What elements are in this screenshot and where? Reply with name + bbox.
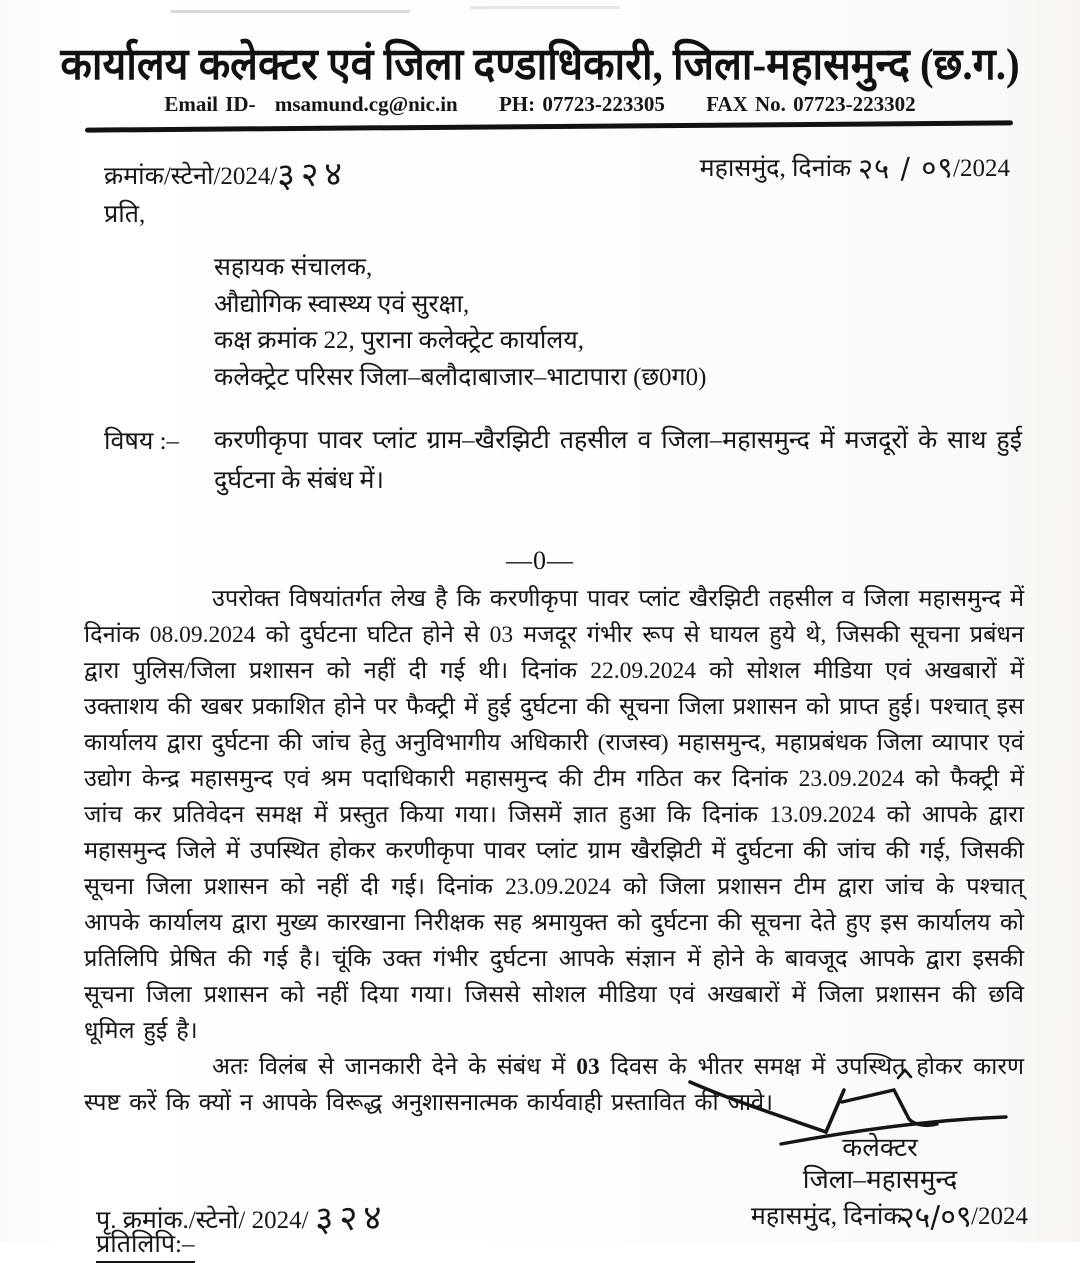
salutation: प्रति, [104, 201, 146, 228]
signatory-designation: कलेक्टर [842, 1133, 918, 1162]
recipient-line: कलेक्ट्रेट परिसर जिला–बलौदाबाजार–भाटापारा (छ0ग0) [214, 363, 707, 391]
copy-to-label: प्रतिलिपि:– [96, 1226, 195, 1263]
recipient-line: कक्ष क्रमांक 22, पुराना कलेक्ट्रेट कार्यालय, [214, 327, 585, 354]
header-divider [85, 120, 1013, 132]
letter-body [84, 581, 1024, 1121]
endorsement-date-handwritten: २५/०९ [898, 1199, 972, 1236]
date-place-printed: महासमुंद, दिनांक [699, 155, 858, 182]
reference-number-printed: क्रमांक/स्टेनो/2024/ [104, 163, 278, 190]
body-paragraph-1: उपरोक्त विषयांतर्गत लेख है कि करणीकृपा पावर प्लांट खैरझिटी तहसील व जिला महासमुन्द में दिनांक 08.09.2024 को दुर्घटना घटित होने से 03 मजदूर गंभीर रूप से घायल हुये थे, जिसकी सूचना प्रबंधन द्वारा पुलिस/जिला प्रशासन को नहीं दी गई थी। दिनांक 22.09.2024 को सोशल मीडिया एवं अखबारों में उक्ताशय की खबर प्रकाशित होने पर फैक्ट्री में हुई दुर्घटना की सूचना जिला प्रशासन को प्राप्त हुई। पश्चात् इस कार्यालय द्वारा दुर्घटना की जांच हेतु अनुविभागीय अधिकारी (राजस्व) महासमुन्द, महाप्रबंधक जिला व्यापार एवं उद्योग केन्द्र महासमुन्द एवं श्रम पदाधिकारी महासमुन्द की टीम गठित कर दिनांक 23.09.2024 को फैक्ट्री में जांच कर प्रतिवेदन समक्ष में प्रस्तुत किया गया। जिसमें ज्ञात हुआ कि दिनांक 13.09.2024 को आपके द्वारा महासमुन्द जिले में उपस्थित होकर करणीकृपा पावर प्लांट ग्राम खैरझिटी में दुर्घटना की जांच की गई, जिसकी सूचना जिला प्रशासन को नहीं दी गई। दिनांक 23.09.2024 को जिला प्रशासन टीम द्वारा जांच के पश्चात् आपके कार्यालय द्वारा मुख्य कारखाना निरीक्षक सह श्रमायुक्त को दुर्घटना की सूचना देते हुए इस कार्यालय को प्रतिलिपि प्रेषित की गई है। चूंकि उक्त गंभीर दुर्घटना आपके संज्ञान में होने के बावजूद आपके द्वारा इसकी सूचना जिला प्रशासन को नहीं दिया गया। जिससे सोशल मीडिया एवं अखबारों में जिला प्रशासन की छवि धूमिल हुई है। [84, 586, 1024, 1044]
section-separator: —0— [506, 546, 574, 575]
endorsement-number-handwritten: ३२४ [314, 1198, 389, 1240]
fax-label: FAX No. [706, 92, 786, 116]
letterhead-title: कार्यालय कलेक्टर एवं जिला दण्डाधिकारी, जिला-महासमुन्द (छ.ग.) [60, 39, 1020, 89]
body-paragraph-2-prefix: अतः विलंब से जानकारी देने के संबंध में [212, 1054, 577, 1080]
phone-value: 07723-223305 [542, 92, 665, 116]
endorsement-date-line [750, 1192, 1028, 1236]
body-days-count: 03 [576, 1054, 600, 1080]
subject-label: विषय :– [104, 428, 180, 455]
email-value: msamund.cg@nic.in [274, 92, 458, 116]
reference-number-line [104, 148, 350, 197]
letterhead-contact-row [60, 92, 1020, 117]
reference-number-handwritten: ३२४ [276, 153, 350, 197]
date-handwritten: २५ / ०९ [857, 150, 954, 186]
fax-value: 07723-223302 [793, 92, 916, 116]
recipient-line: सहायक संचालक, [214, 254, 373, 281]
recipient-line: औद्योगिक स्वास्थ्य एवं सुरक्षा, [214, 290, 470, 318]
scan-artifact [170, 10, 410, 13]
subject-text: करणीकृपा पावर प्लांट ग्राम–खैरझिटी तहसील व जिला–महासमुन्द में मजदूरों के साथ हुई दुर्घटना के संबंध में। [214, 427, 1022, 494]
date-year-printed: /2024 [953, 155, 1010, 182]
endorsement-place-printed: महासमुंद, दिनांक [750, 1203, 903, 1230]
endorsement-number-printed: पृ. क्रमांक./स्टेनो/ 2024/ [96, 1207, 315, 1234]
signatory-district: जिला–महासमुन्द [802, 1165, 958, 1194]
scan-artifact [470, 6, 620, 9]
phone-label: PH: [498, 92, 536, 116]
email-label: Email ID- [164, 92, 256, 116]
body-paragraph-2-suffix: दिवस के भीतर समक्ष में उपस्थित होकर कारण स्पष्ट करें कि क्यों न आपके विरूद्ध अनुशासनात्मक कार्यवाही प्रस्तावित की जावे। [84, 1054, 1024, 1116]
endorsement-year-printed: /2024 [971, 1203, 1028, 1230]
recipient-address [214, 250, 706, 396]
date-line [700, 146, 1010, 185]
